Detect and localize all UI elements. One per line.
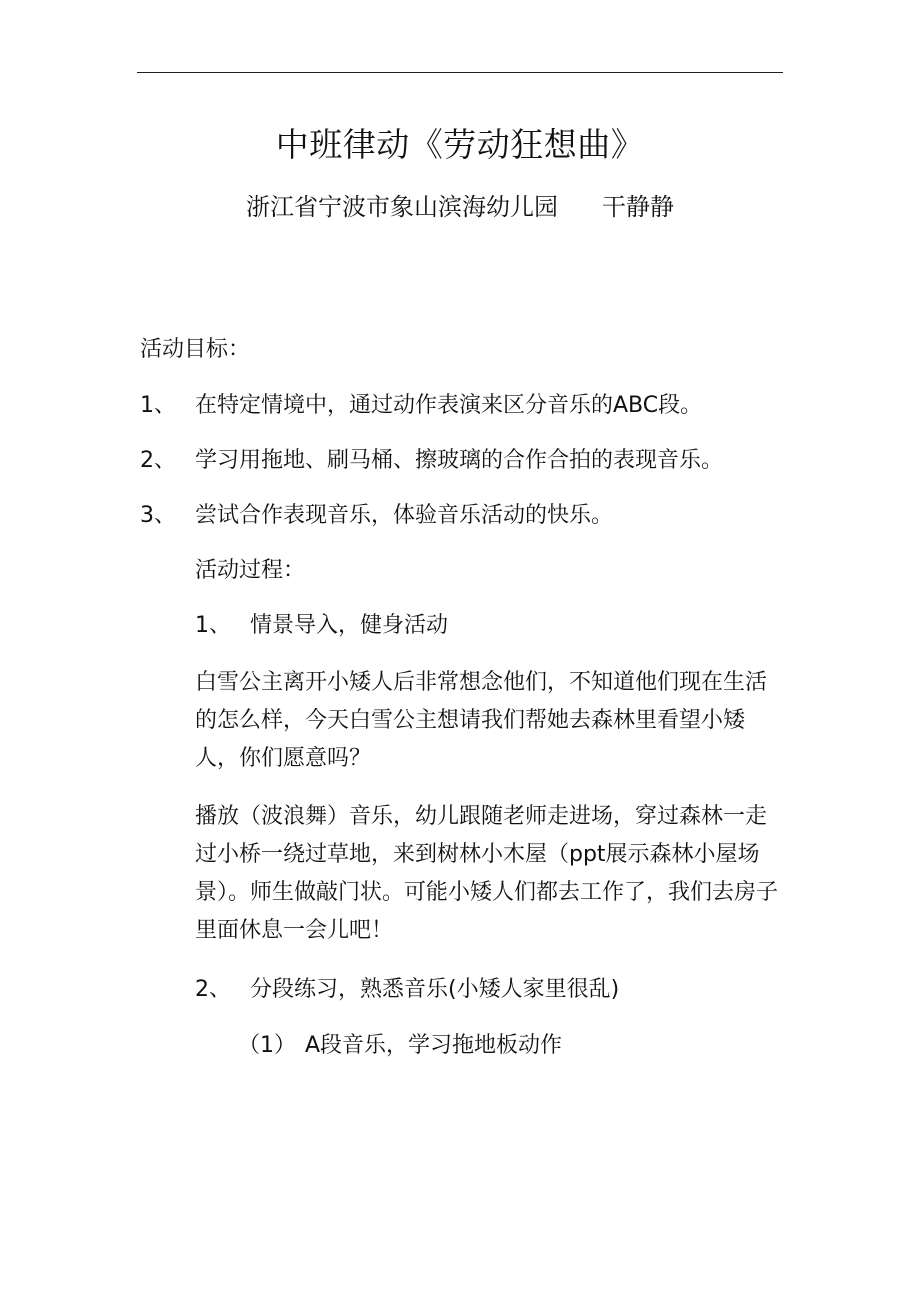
- step1-paragraph-intro: 白雪公主离开小矮人后非常想念他们，不知道他们现在生活的怎么样，今天白雪公主想请我们帮她去森林里看望小矮人，你们愿意吗？: [195, 670, 768, 771]
- goal-number: 2、: [140, 448, 176, 473]
- substep-number: （1）: [238, 1033, 296, 1058]
- goal-text: 在特定情境中，通过动作表演来区分音乐的ABC段。: [195, 393, 703, 418]
- step-title: 分段练习，熟悉音乐(小矮人家里很乱): [250, 977, 620, 1002]
- header-rule: [137, 72, 783, 73]
- author-org: 浙江省宁波市象山滨海幼儿园: [246, 193, 558, 221]
- step-number: 2、: [195, 977, 231, 1002]
- step-title: 情景导入，健身活动: [250, 613, 449, 638]
- step1-paragraph-music: 播放（波浪舞）音乐，幼儿跟随老师走进场，穿过森林一走过小桥一绕过草地，来到树林小木屋（ppt展示森林小屋场景）。师生做敲门状。可能小矮人们都去工作了，我们去房子里面休息一会儿吧！: [195, 804, 779, 943]
- goal-text: 尝试合作表现音乐，体验音乐活动的快乐。: [195, 503, 614, 528]
- process-heading: 活动过程：: [195, 558, 306, 583]
- goal-number: 1、: [140, 393, 176, 418]
- substep-title: A段音乐，学习拖地板动作: [305, 1033, 563, 1058]
- step-number: 1、: [195, 613, 231, 638]
- document-title: 中班律动《劳动狂想曲》: [275, 125, 645, 164]
- author-name: 干静静: [602, 193, 674, 221]
- author-line: [0, 189, 920, 225]
- goal-text: 学习用拖地、刷马桶、擦玻璃的合作合拍的表现音乐。: [195, 448, 724, 473]
- goal-number: 3、: [140, 503, 176, 528]
- goals-heading: 活动目标：: [140, 337, 251, 362]
